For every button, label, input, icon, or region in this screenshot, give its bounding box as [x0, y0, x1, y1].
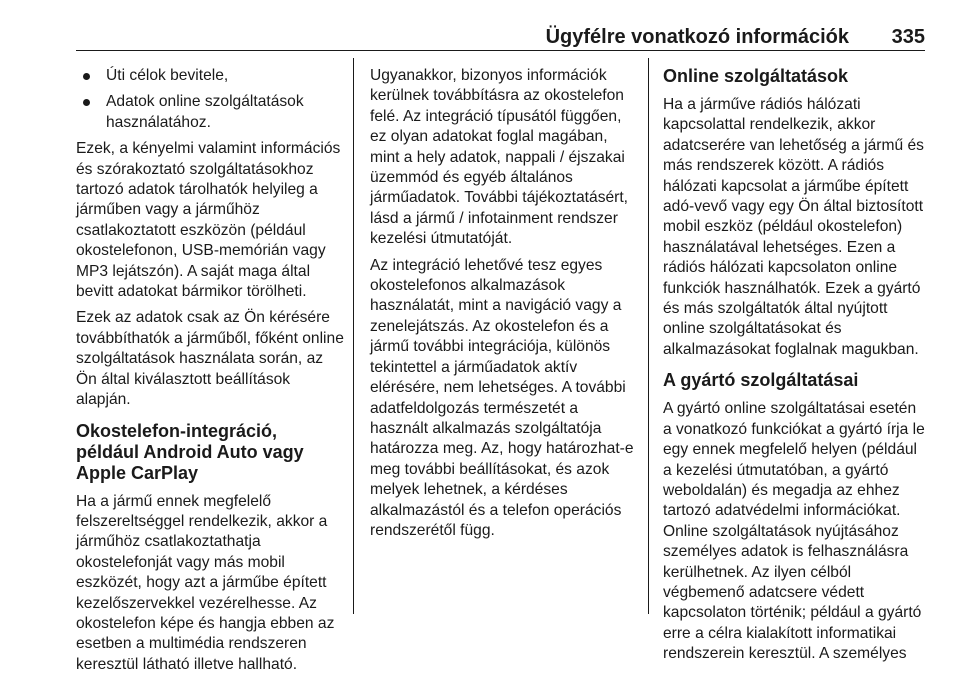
page-title: Ügyfélre vonatkozó információk [545, 26, 849, 48]
column-divider-1 [353, 58, 354, 614]
paragraph: Az integráció lehetővé tesz egyes okostelefonos alkalmazások használatát, mint a navigáció vagy a zenelejátszás. Az okostelefon és a jármű további integrációja, különös tekintettel a járműadatok aktív elérésére, nem lehetséges. A további adatfeldolgozás természetét a használt alkalmazás szolgáltatója határozza meg. Az, hogy határozhat-e meg további beállításokat, és azok melyek lehetnek, a kérdéses alkalmazástól és a telefon operációs rendszerétől függ. [370, 256, 634, 539]
column-divider-2 [648, 58, 649, 614]
section-heading: Online szolgáltatások [663, 66, 849, 86]
list-item [76, 92, 344, 133]
section-heading: A gyártó szolgáltatásai [663, 370, 859, 391]
page-number: 335 [891, 26, 925, 48]
header-divider [76, 50, 925, 51]
bullet-icon [83, 73, 90, 80]
paragraph: Ezek, a kényelmi valamint információs és szórakoztató szolgáltatásokhoz tartozó adatok tárolhatók helyileg a járműben vagy a járműhöz csatlakoztatott eszközön (például okostelefonon, USB-memórián vagy MP3 lejátszón). A saját maga által bevitt adatokat bármikor törölheti. [76, 140, 341, 301]
paragraph: A gyártó online szolgáltatásai esetén a vonatkozó funkciókat a gyártó írja le egy ennek megfelelő helyen (például a kezelési útmutatóban, a gyártó weboldalán) és megadja az ehhez tartozó adatvédelmi információkat. Online szolgáltatások nyújtásához személyes adatok is felhasználásra kerülhetnek. Az ilyen célból végbemenő adatcsere védett kapcsolaton történik; például a gyártó erre a célra kialakított informatikai rendszerein keresztül. A személyes [663, 400, 925, 663]
column-3 [663, 66, 925, 671]
list-item [76, 66, 344, 86]
paragraph: Ha a járműve rádiós hálózati kapcsolattal rendelkezik, akkor adatcserére van lehetőség a jármű és más rendszerek között. A rádiós hálózati kapcsolat a járműbe épített adó-vevő vagy egy Ön által biztosított mobil eszköz (például okostelefon) használatával lehetséges. Ezen a rádiós hálózati kapcsolaton online funkciók használhatók. Ezek a gyártó és más szolgáltatók által nyújtott online szolgáltatásokat és alkalmazásokat foglalnak magukban. [663, 96, 924, 358]
paragraph: Ha a jármű ennek megfelelő felszereltséggel rendelkezik, akkor a járműhöz csatlakoztathatja okostelefonját vagy más mobil eszközét, hogy azt a járműbe épített kezelőszervekkel vezérelhesse. Az okostelefon képe és hangja ebben az esetben a multimédia rendszeren keresztül látható illetve hallható. [76, 492, 335, 673]
paragraph: Ugyanakkor, bizonyos információk kerülnek továbbításra az okostelefon felé. Az integráció típusától függően, ez olyan adatokat foglal magában, mint a hely adatok, nappali / éjszakai üzemmód és egyéb általános járműadatok. További tájékoztatásért, lásd a jármű / infotainment rendszer kezelési útmutatóját. [370, 67, 629, 248]
paragraph: Ezek az adatok csak az Ön kérésére továbbíthatók a járműből, főként online szolgáltatások használata során, az Ön által kiválasztott beállítások alapján. [76, 309, 344, 409]
list-item-text: Úti célok bevitele, [106, 67, 229, 84]
column-1 [76, 66, 344, 681]
column-2 [370, 66, 634, 547]
section-heading: Okostelefon-integráció, például Android Auto vagy Apple CarPlay [76, 420, 304, 483]
list-item-text: Adatok online szolgáltatások használatához. [106, 93, 304, 131]
bullet-list [76, 66, 344, 133]
bullet-icon [83, 99, 90, 106]
page-header [76, 26, 925, 48]
